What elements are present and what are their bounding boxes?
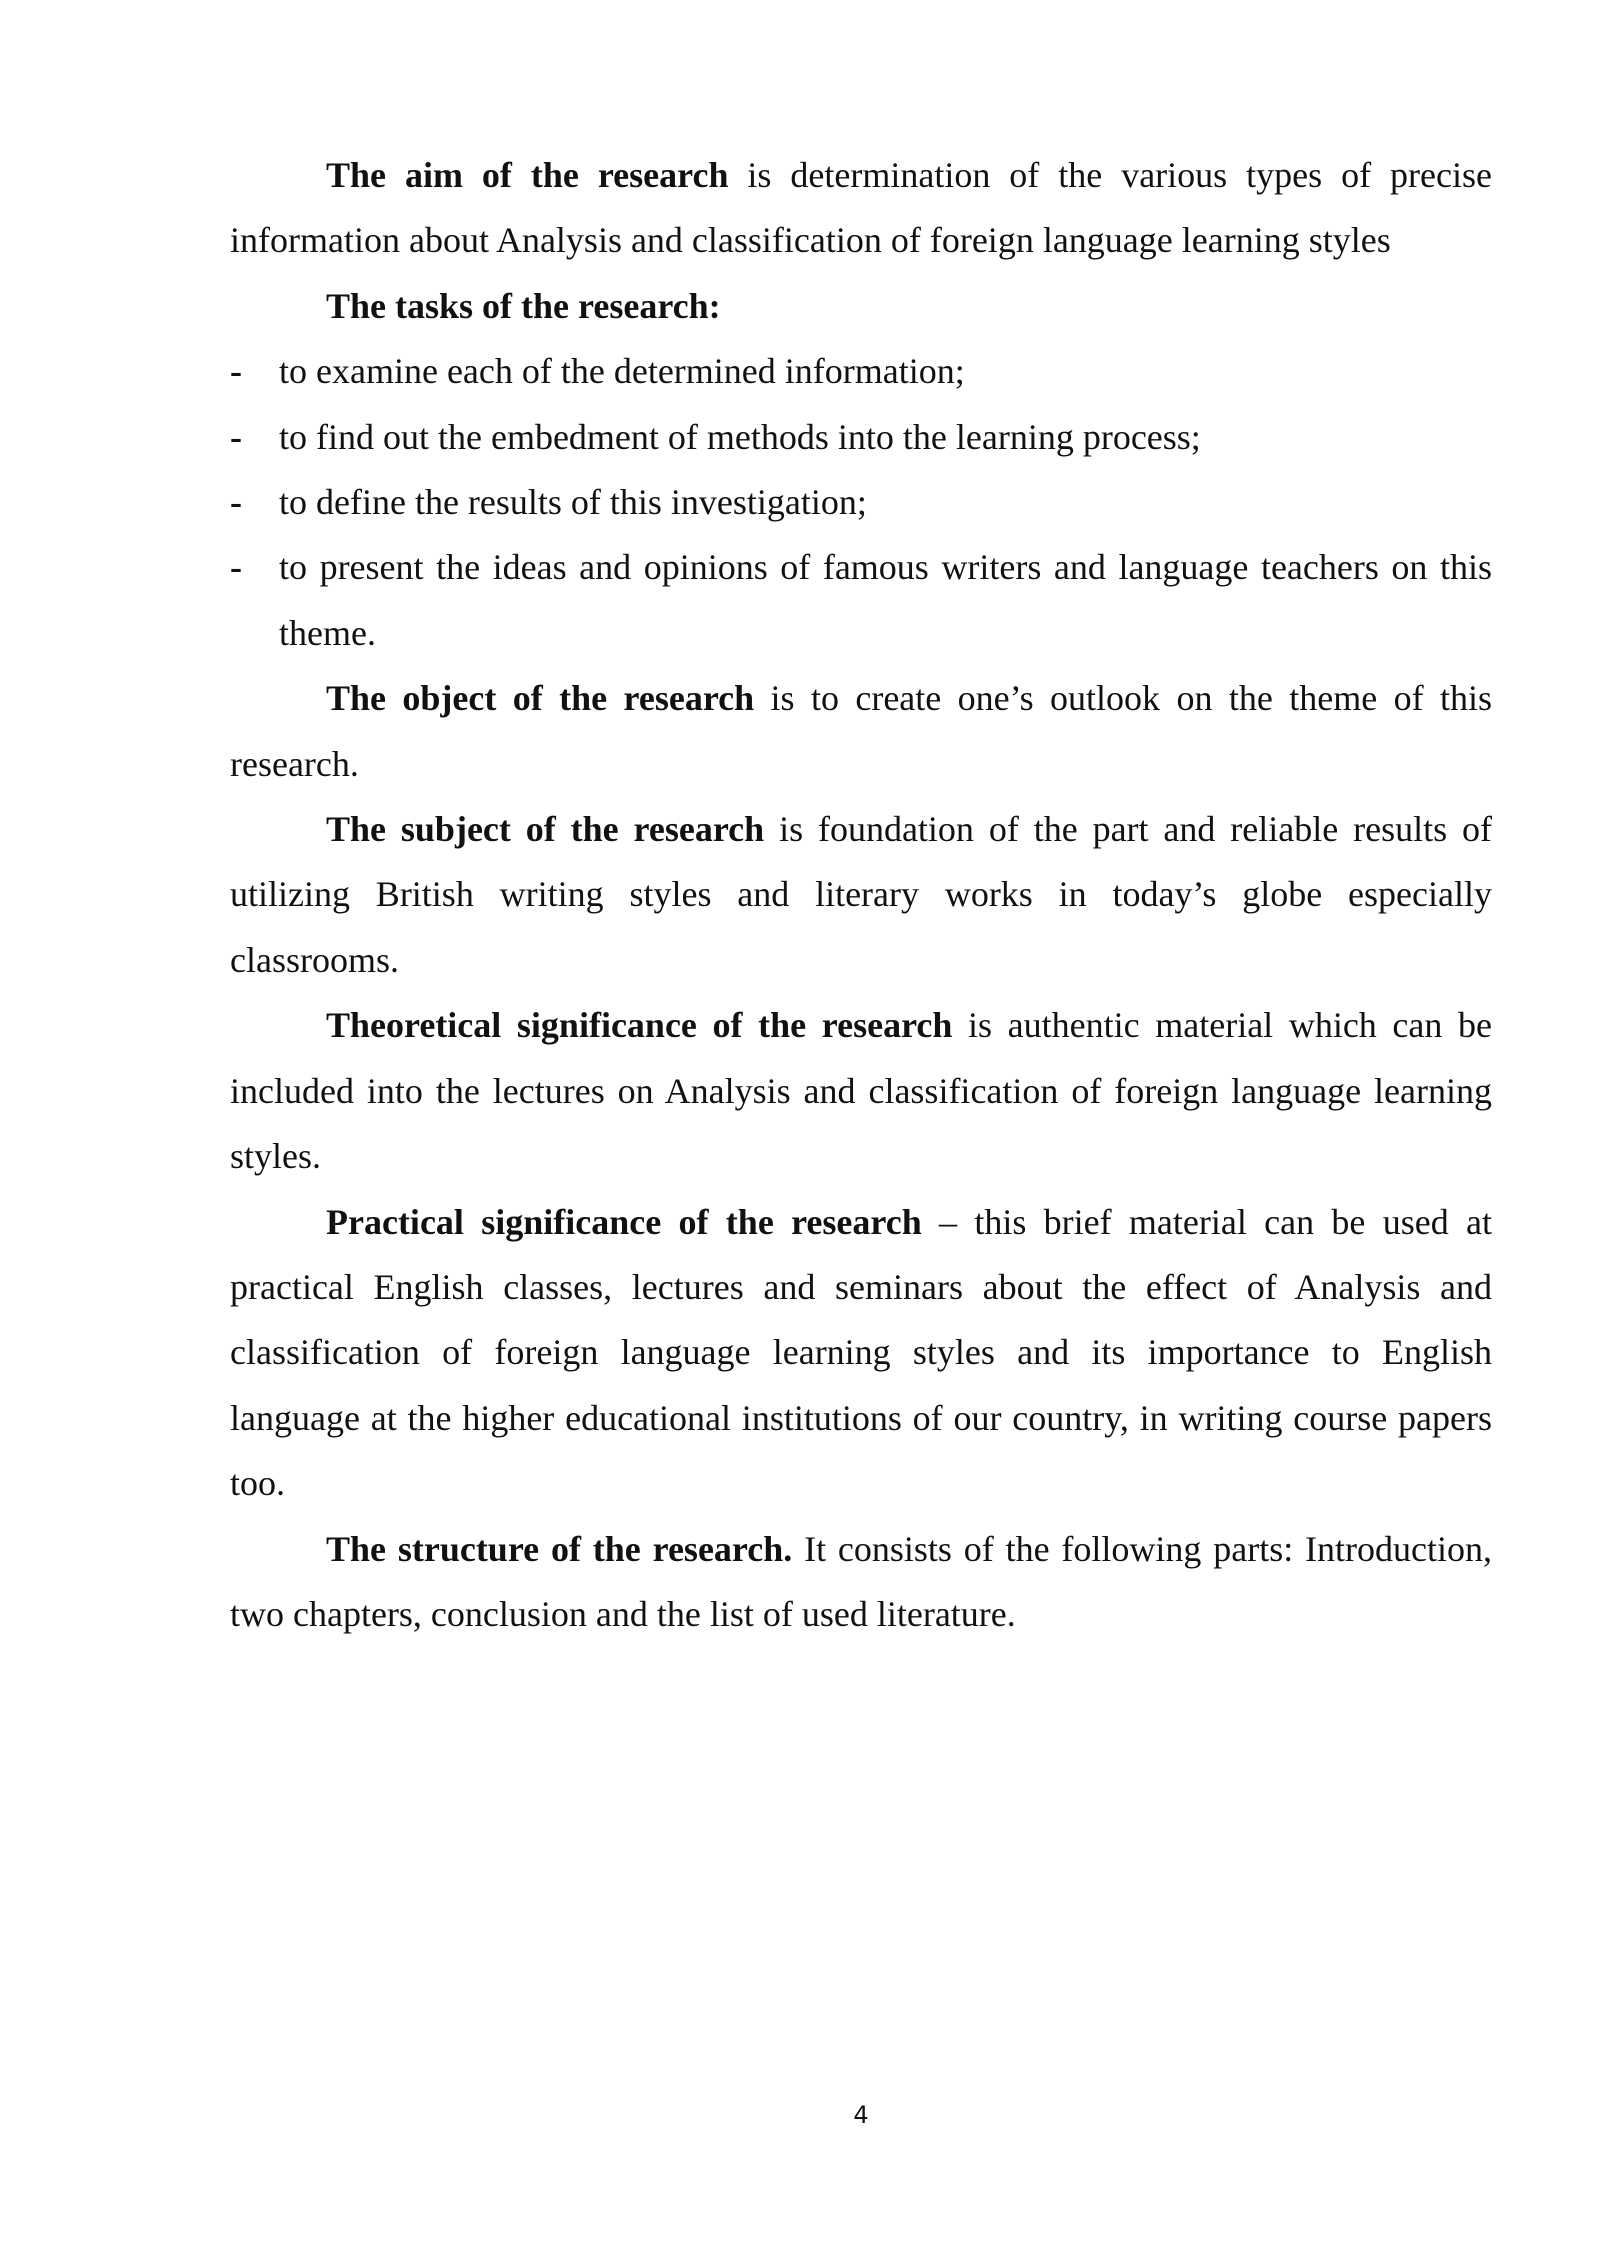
practical-heading: Practical significance of the research — [326, 1201, 922, 1242]
list-item — [230, 405, 1492, 470]
list-item — [230, 470, 1492, 535]
page-number: 4 — [853, 2101, 869, 2129]
aim-paragraph — [230, 143, 1492, 274]
theoretical-paragraph — [230, 993, 1492, 1189]
list-item — [230, 535, 1492, 666]
subject-heading: The subject of the research — [326, 809, 765, 850]
task-text: to find out the embedment of methods into the learning process; — [279, 416, 1201, 457]
tasks-heading: The tasks of the research: — [326, 285, 721, 326]
subject-paragraph — [230, 797, 1492, 993]
practical-paragraph — [230, 1190, 1492, 1517]
list-dash: - — [230, 351, 242, 392]
object-paragraph — [230, 666, 1492, 797]
structure-heading: The structure of the research. — [326, 1528, 793, 1569]
document-body — [230, 143, 1492, 1647]
subject-text: is foundation of the part and reliable results of utilizing British writing styles and literary works in today’s globe especially classrooms. — [230, 809, 1492, 980]
task-text: to define the results of this investigation; — [279, 482, 867, 523]
list-item — [230, 339, 1492, 404]
object-heading: The object of the research — [326, 678, 755, 719]
structure-text: It consists of the following parts: Introduction, two chapters, conclusion and the list of used literature. — [230, 1528, 1493, 1634]
object-text: is to create one’s outlook on the theme of this research. — [230, 678, 1492, 784]
structure-paragraph — [230, 1517, 1492, 1648]
task-text: to examine each of the determined information; — [279, 351, 965, 392]
theoretical-heading: Theoretical significance of the research — [326, 1005, 953, 1046]
list-dash: - — [230, 482, 242, 523]
task-text: to present the ideas and opinions of famous writers and language teachers on this theme. — [279, 547, 1492, 653]
practical-text: – this brief material can be used at practical English classes, lectures and seminars about the effect of Analysis and classification of foreign language learning styles and its importance to English language at the higher educational institutions of our country, in writing course papers too. — [230, 1201, 1492, 1504]
aim-heading: The aim of the research — [326, 155, 729, 195]
aim-text: is determination of the various types of precise information about Analysis and classification of foreign language learning styles — [230, 155, 1492, 261]
list-dash: - — [230, 416, 242, 457]
list-dash: - — [230, 547, 242, 588]
theoretical-text: is authentic material which can be included into the lectures on Analysis and classification of foreign language learning styles. — [230, 1005, 1492, 1177]
tasks-list — [230, 339, 1492, 666]
